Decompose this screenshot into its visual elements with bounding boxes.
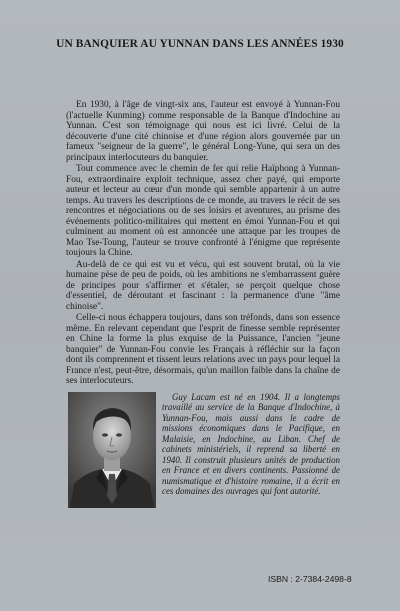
author-bio-text: Guy Lacam est né en 1904. Il a longtemps travaillé au service de la Banque d'Indochine, à Yunnan-Fou, mais aussi dans le cadre de missions économiques dans le Pacifique, en Malaisie, en Indochine, au Liban. Chef de cabinets ministériels, il reprend sa liberté en 1940. Il construit plusieurs unités de production en France et en divers continents. Passionné de numismatique et d'histoire romaine, il a écrit en ces domaines des ouvrages qui font autorité. <box>162 392 340 497</box>
blurb-paragraph: Au-delà de ce qui est vu et vécu, qui est souvent brutal, où la vie humaine pèse de peu de poids, où les ambitions ne s'embarrassent guère de principes pour s'affirmer et s'étaler, se perçoit quelque chose d'essentiel, de déroutant et fascinant : la permanence d'une "âme chinoise". <box>66 259 340 312</box>
blurb-paragraph: Tout commence avec le chemin de fer qui relie Haïphong à Yunnan-Fou, extraordinaire exploit technique, assez cher payé, qui emporte auteur et lecteur au cœur d'un monde qui semble appartenir à un autre temps. Au travers les descriptions de ce monde, au travers le récit de ses rencontres et négociations ou de ses loisirs et aventures, au prisme des événements politico-militaires qui mettent en émoi Yunnan-Fou et qui culminent au moment où est annoncée une attaque par les troupes de Mao Tse-Toung, l'auteur se trouve confronté à l'énigme que représente toujours la Chine. <box>66 164 340 258</box>
blurb-paragraph: Celle-ci nous échappera toujours, dans son tréfonds, dans son essence même. En relevant cependant que l'esprit de finesse semble représenter en Chine la forme la plus exquise de la Puissance, l'ancien "jeune banquier" de Yunnan-Fou convie les Français à réfléchir sur la façon dont ils comprennent et tissent leurs relations avec un pays pour lequel la France n'est, peut-être, désormais, qu'un maillon faible dans la chaîne de ses interlocuteurs. <box>66 313 340 386</box>
blurb-paragraph: En 1930, à l'âge de vingt-six ans, l'auteur est envoyé à Yunnan-Fou (l'actuelle Kunming) comme responsable de la Banque d'Indochine au Yunnan. C'est son témoignage qui nous est ici livré. Celui de la découverte d'une cité chinoise et d'une région alors gouvernée par un fameux "seigneur de la guerre", le général Long-Yune, qui sera un des principaux interlocuteurs du banquier. <box>66 100 340 163</box>
author-bio <box>162 392 340 497</box>
book-title: UN BANQUIER AU YUNNAN DANS LES ANNÉES 1930 <box>56 38 344 50</box>
isbn: ISBN : 2-7384-2498-8 <box>268 574 352 584</box>
author-photo <box>68 392 156 508</box>
blurb <box>66 100 340 388</box>
